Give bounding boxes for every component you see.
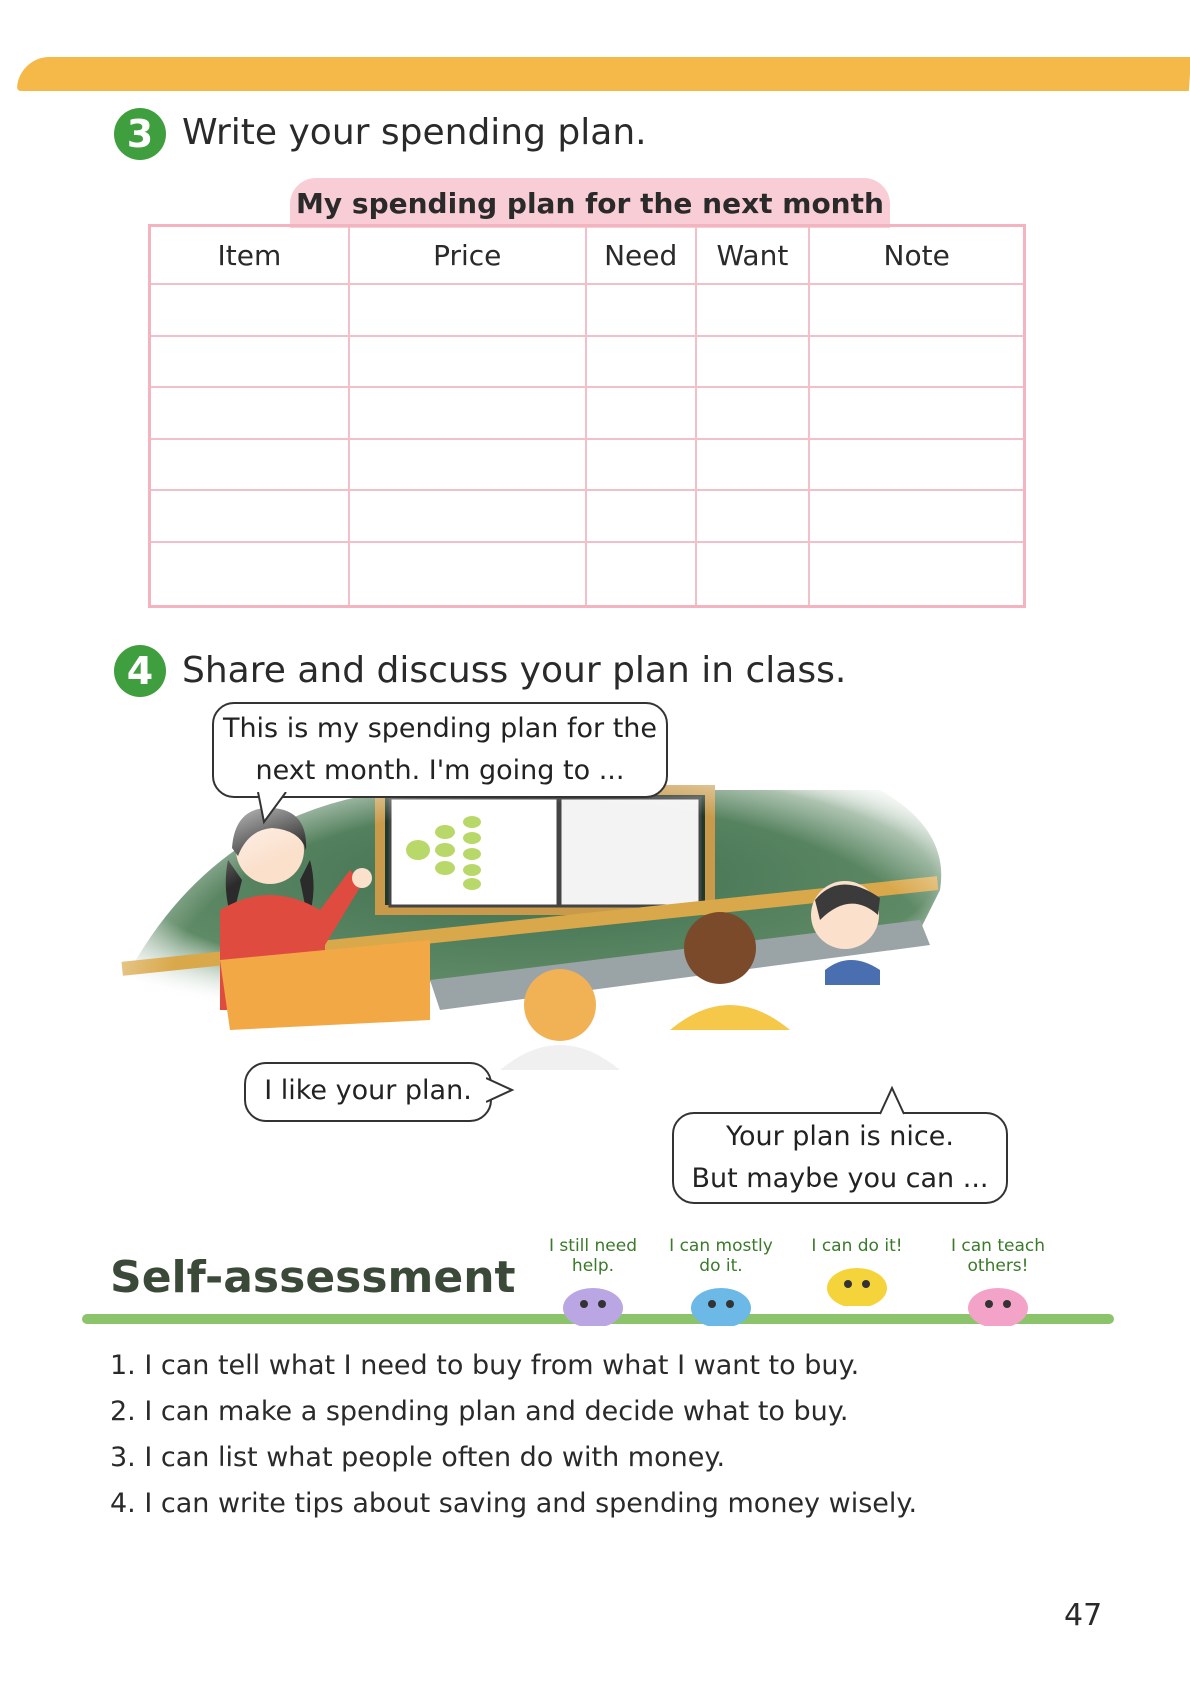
yellow-monster-icon [822, 1256, 892, 1306]
bubble-tail [878, 1086, 908, 1116]
rubric-level-4 [930, 1236, 1066, 1330]
table-row[interactable] [150, 284, 1025, 336]
rubric-label-2: I can mostly do it. [669, 1236, 773, 1276]
section-4-heading: Share and discuss your plan in class. [182, 650, 847, 691]
speech-bubble-student-2 [672, 1112, 1008, 1204]
rubric-level-2 [658, 1236, 784, 1330]
step-number-4: 4 [114, 645, 166, 697]
student-2-line-1: Your plan is nice. [726, 1121, 954, 1152]
purple-monster-icon [558, 1276, 628, 1326]
column-header-need: Need [586, 226, 696, 285]
table-row[interactable] [150, 490, 1025, 542]
table-row[interactable] [150, 439, 1025, 491]
bubble-tail [486, 1076, 516, 1106]
top-banner [17, 57, 1190, 91]
step-number-3: 3 [114, 108, 166, 160]
rubric-level-1 [530, 1236, 656, 1330]
bubble-tail [256, 792, 296, 826]
student-2-line-2: But maybe you can ... [691, 1163, 989, 1194]
spending-plan-table [148, 224, 1026, 608]
rubric-label-1: I still need help. [549, 1236, 637, 1276]
pink-monster-icon [963, 1276, 1033, 1326]
self-assessment-item-4: 4. I can write tips about saving and spending money wisely. [110, 1488, 918, 1519]
blue-monster-icon [686, 1276, 756, 1326]
rubric-level-3 [794, 1236, 920, 1310]
teacher-line-1: This is my spending plan for the [222, 713, 658, 744]
teacher-line-2: next month. I'm going to ... [255, 755, 625, 786]
column-header-note: Note [809, 226, 1024, 285]
section-3-heading: Write your spending plan. [182, 112, 647, 153]
table-header-row [150, 226, 1025, 285]
speech-bubble-student-1: I like your plan. [244, 1062, 492, 1122]
table-row[interactable] [150, 542, 1025, 607]
speech-bubble-teacher [212, 702, 668, 798]
rubric-label-4: I can teach others! [950, 1236, 1046, 1276]
column-header-item: Item [150, 226, 349, 285]
self-assessment-title: Self-assessment [110, 1252, 516, 1303]
self-assessment-item-1: 1. I can tell what I need to buy from what I want to buy. [110, 1350, 860, 1381]
self-assessment-item-3: 3. I can list what people often do with money. [110, 1442, 726, 1473]
self-assessment-item-2: 2. I can make a spending plan and decide what to buy. [110, 1396, 849, 1427]
rubric-label-3: I can do it! [811, 1236, 903, 1256]
table-row[interactable] [150, 387, 1025, 439]
page-number: 47 [1064, 1598, 1103, 1633]
column-header-want: Want [696, 226, 810, 285]
table-row[interactable] [150, 336, 1025, 388]
plan-table-title: My spending plan for the next month [290, 178, 890, 228]
column-header-price: Price [349, 226, 586, 285]
